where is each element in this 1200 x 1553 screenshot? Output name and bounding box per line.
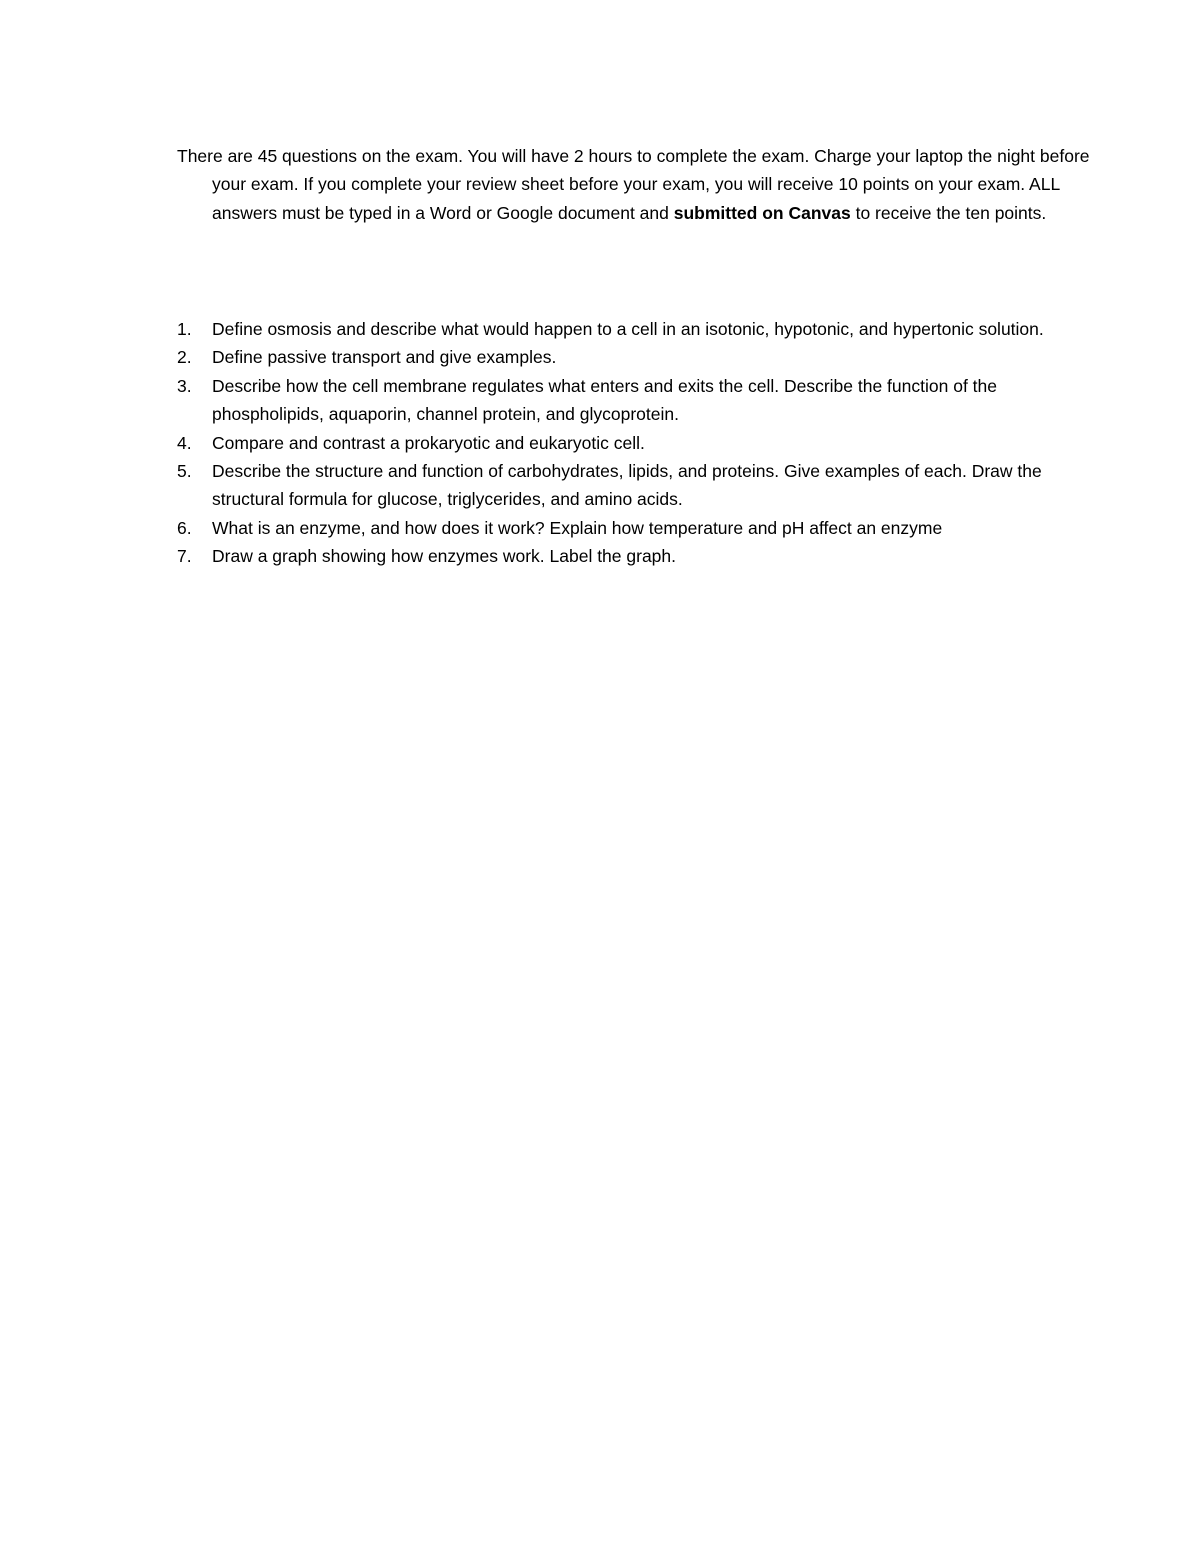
question-number: 3. <box>177 375 192 396</box>
question-text: Define osmosis and describe what would happen to a cell in an isotonic, hypotonic, and hypertonic solution. <box>212 319 1044 339</box>
question-item <box>177 429 1057 457</box>
question-text: Define passive transport and give examples. <box>212 347 557 368</box>
question-list <box>177 315 1057 571</box>
question-item <box>177 542 1057 570</box>
question-text: Draw a graph showing how enzymes work. Label the graph. <box>212 546 676 567</box>
question-item <box>177 315 1057 343</box>
intro-text-end: to receive the ten points. <box>850 202 1047 223</box>
intro-paragraph <box>177 142 1092 227</box>
question-number: 7. <box>177 546 192 567</box>
question-number: 4. <box>177 432 192 453</box>
question-item <box>177 514 1057 542</box>
question-number: 6. <box>177 517 192 538</box>
question-item <box>177 457 1057 514</box>
question-text: Describe how the cell membrane regulates what enters and exits the cell. Describe the function of the phospholipids, aquaporin, channel protein, and glycoprotein. <box>212 375 997 425</box>
question-item <box>177 343 1057 371</box>
question-item <box>177 372 1057 429</box>
question-text: Describe the structure and function of carbohydrates, lipids, and proteins. Give examples of each. Draw the structural formula for glucose, triglycerides, and amino acids. <box>212 461 1042 510</box>
question-number: 1. <box>177 319 192 339</box>
question-text: Compare and contrast a prokaryotic and eukaryotic cell. <box>212 432 645 453</box>
intro-bold-text: submitted on Canvas <box>673 202 851 223</box>
question-number: 5. <box>177 461 192 482</box>
intro-text: There are 45 questions on the exam. You will have 2 hours to complete the exam. Charge your laptop the night before your exam. If you complete your review sheet before your exam, you will receive 10 points on your exam. ALL answers must be typed in a Word or Google document and <box>177 146 1090 223</box>
question-text: What is an enzyme, and how does it work? Explain how temperature and pH affect an enzyme <box>212 517 943 538</box>
question-number: 2. <box>177 347 192 368</box>
